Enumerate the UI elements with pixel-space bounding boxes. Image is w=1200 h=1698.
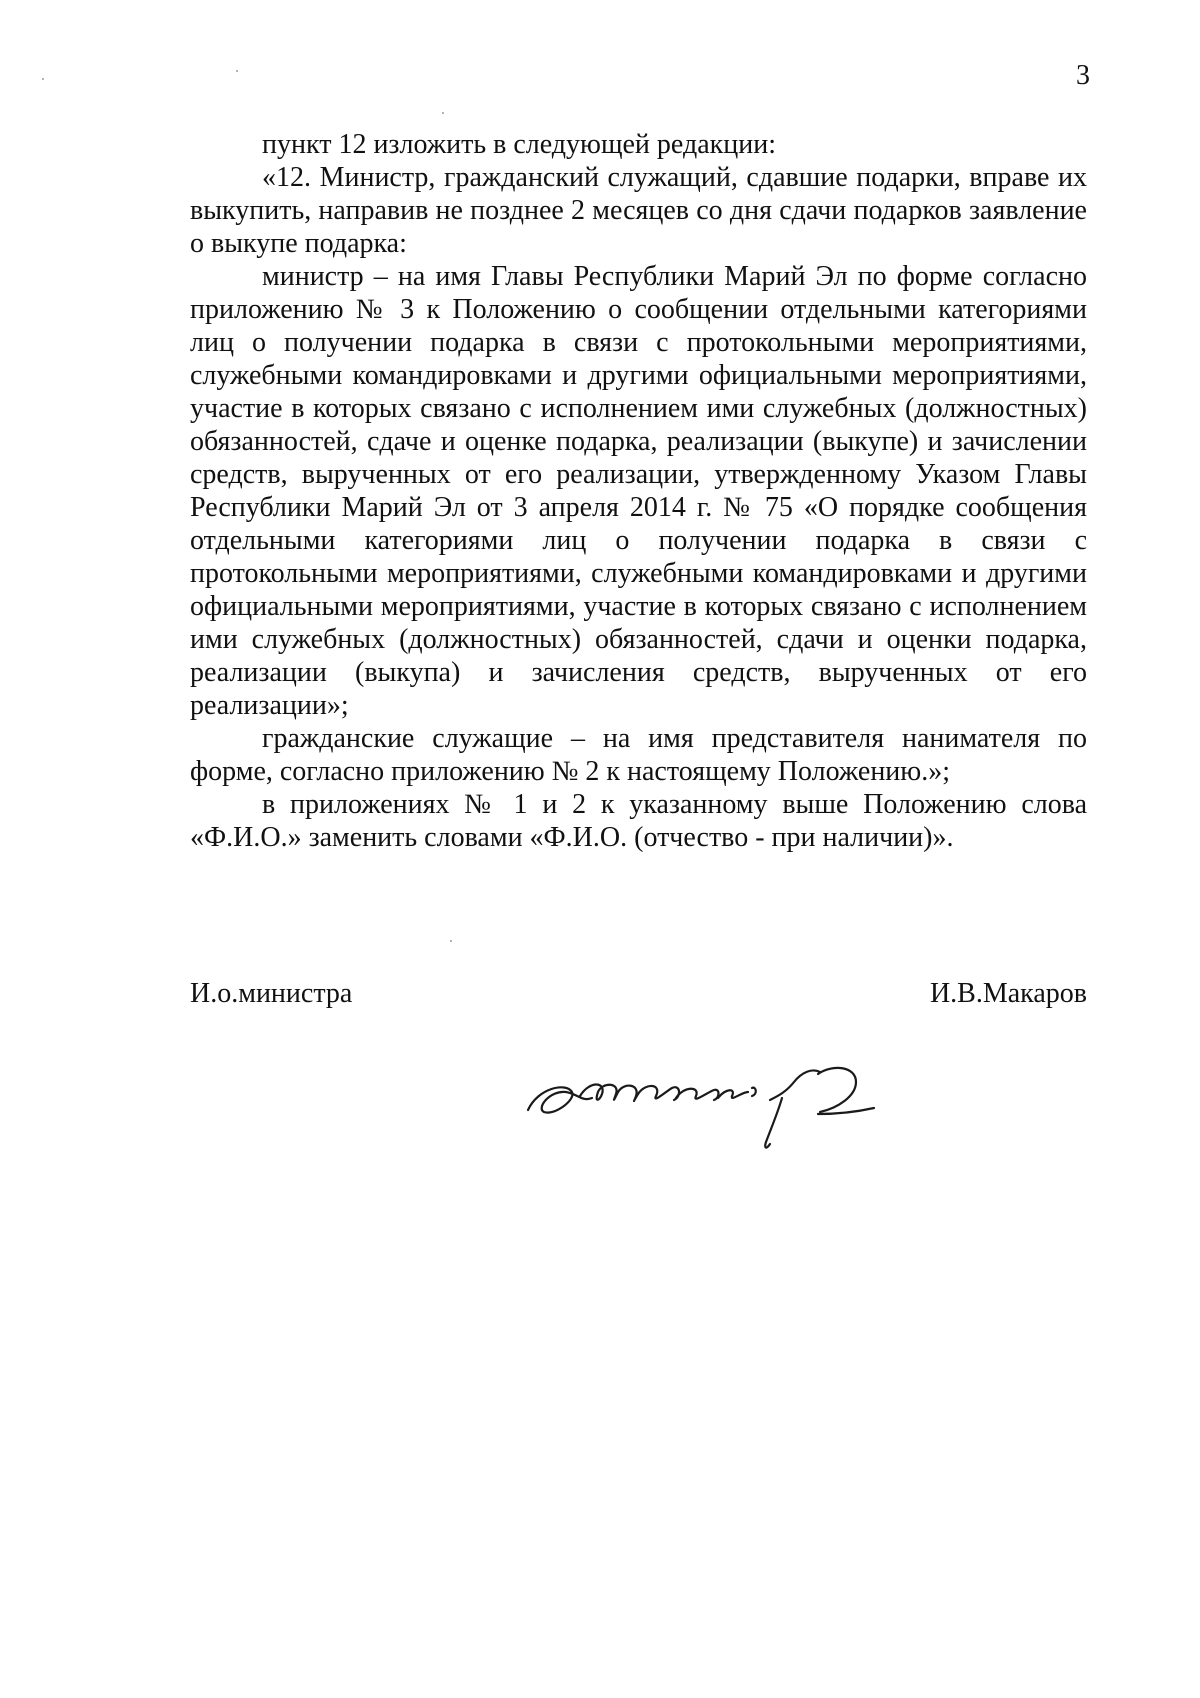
scan-artifact bbox=[236, 70, 238, 72]
handwritten-signature-icon bbox=[520, 1052, 900, 1162]
paragraph-civil-servants: гражданские служащие – на имя представителя нанимателя по форме, согласно приложению № 2 к настоящему Положению.»; bbox=[190, 723, 1087, 787]
paragraph-item-12-intro: пункт 12 изложить в следующей редакции: bbox=[262, 129, 776, 160]
scan-artifact bbox=[450, 940, 452, 942]
paragraph-appendices: в приложениях № 1 и 2 к указанному выше Положению слова «Ф.И.О.» заменить словами «Ф.И.О. (отчество - при наличии)». bbox=[190, 789, 1087, 853]
signer-name: И.В.Макаров bbox=[929, 978, 1087, 1009]
paragraph-item-12-text: «12. Министр, гражданский служащий, сдавшие подарки, вправе их выкупить, направив не позднее 2 месяцев со дня сдачи подарков заявление о выкупе подарка: bbox=[190, 162, 1087, 259]
scan-artifact bbox=[442, 112, 444, 114]
signature-block bbox=[190, 978, 1087, 1010]
signer-position: И.о.министра bbox=[190, 978, 353, 1009]
page-number: 3 bbox=[1076, 60, 1090, 91]
scan-artifact bbox=[42, 78, 44, 80]
document-body bbox=[190, 128, 1087, 854]
paragraph-minister: министр – на имя Главы Республики Марий Эл по форме согласно приложению № 3 к Положению о сообщении отдельными категориями лиц о получении подарка в связи с протокольными мероприятиями, служебными командировками и другими официальными мероприятиями, участие в которых связано с исполнением ими служебных (должностных) обязанностей, сдаче и оценке подарка, реализации (выкупе) и зачислении средств, вырученных от его реализации, утвержденному Указом Главы Республики Марий Эл от 3 апреля 2014 г. № 75 «О порядке сообщения отдельными категориями лиц о получении подарка в связи с протокольными мероприятиями, служебными командировками и другими официальными мероприятиями, участие в которых связано с исполнением ими служебных (должностных) обязанностей, сдачи и оценки подарка, реализации (выкупа) и зачисления средств, вырученных от его реализации»; bbox=[190, 261, 1087, 721]
